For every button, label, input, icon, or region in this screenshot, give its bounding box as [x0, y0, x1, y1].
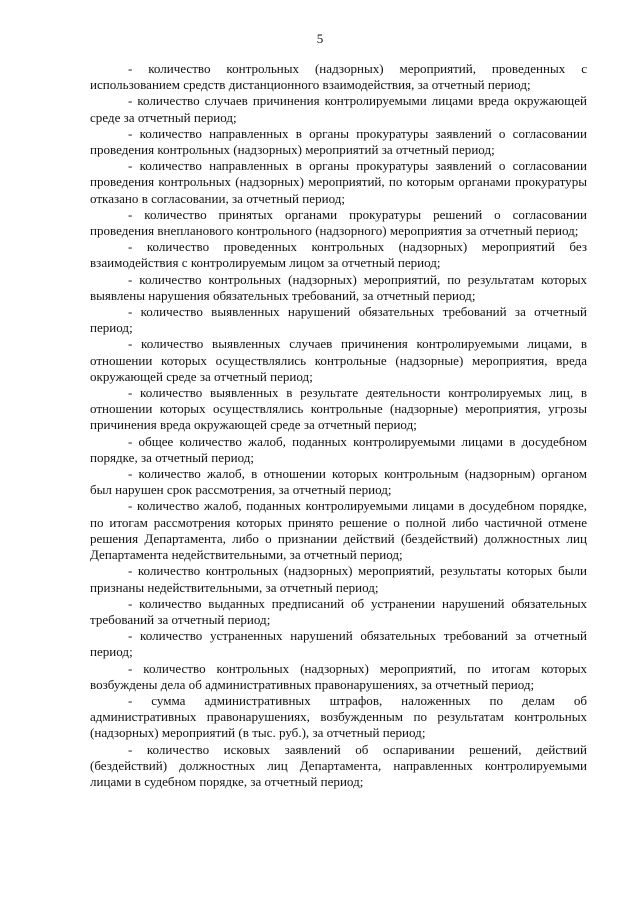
list-item: - количество выявленных нарушений обязательных требований за отчетный период;	[90, 304, 587, 336]
list-item: - количество контрольных (надзорных) мероприятий, проведенных с использованием средств дистанционного взаимодействия, за отчетный период;	[90, 61, 587, 93]
list-item: - количество жалоб, в отношении которых контрольным (надзорным) органом был нарушен срок рассмотрения, за отчетный период;	[90, 466, 587, 498]
list-item: - сумма административных штрафов, наложенных по делам об административных правонарушениях, возбужденным по результатам контрольных (надзорных) мероприятий (в тыс. руб.), за отчетный период;	[90, 692, 587, 741]
list-item: - количество исковых заявлений об оспаривании решений, действий (бездействий) должностных лиц Департамента, направленных контролируемыми лицами в судебном порядке, за отчетный период;	[90, 741, 587, 789]
list-item: - количество контрольных (надзорных) мероприятий, по итогам которых возбуждены дела об административных правонарушениях, за отчетный период;	[90, 660, 587, 692]
page-number: 5	[316, 31, 324, 46]
list-item: - количество контрольных (надзорных) мероприятий, результаты которых были признаны недействительными, за отчетный период;	[90, 563, 587, 595]
list-item: - количество направленных в органы прокуратуры заявлений о согласовании проведения контрольных (надзорных) мероприятий, по которым органами прокуратуры отказано в согласовании, за отчетный период;	[90, 158, 587, 206]
list-item: - количество принятых органами прокуратуры решений о согласовании проведения внепланового контрольного (надзорного) мероприятия за отчетный период;	[90, 206, 587, 239]
list-item: - количество выявленных в результате деятельности контролируемых лиц, в отношении которых осуществлялись контрольные (надзорные) мероприятия, угрозы причинения вреда окружающей среде за отчетный период;	[90, 385, 587, 433]
list-item: - количество проведенных контрольных (надзорных) мероприятий без взаимодействия с контролируемым лицом за отчетный период;	[90, 239, 587, 271]
list-item: - количество выданных предписаний об устранении нарушений обязательных требований за отчетный период;	[90, 595, 587, 627]
document-body	[90, 61, 587, 790]
list-item: - количество устраненных нарушений обязательных требований за отчетный период;	[90, 628, 587, 660]
list-item: - количество случаев причинения контролируемыми лицами вреда окружающей среде за отчетный период;	[90, 93, 587, 125]
list-item: - общее количество жалоб, поданных контролируемыми лицами в досудебном порядке, за отчетный период;	[90, 433, 587, 465]
list-item: - количество жалоб, поданных контролируемыми лицами в досудебном порядке, по итогам рассмотрения которых принято решение о полной либо частичной отмене решения Департамента, либо о признании действий (бездействий) должностных лиц Департамента недействительными, за отчетный период;	[90, 498, 587, 563]
list-item: - количество контрольных (надзорных) мероприятий, по результатам которых выявлены нарушения обязательных требований, за отчетный период;	[90, 271, 587, 303]
list-item: - количество направленных в органы прокуратуры заявлений о согласовании проведения контрольных (надзорных) мероприятий за отчетный период;	[90, 125, 587, 158]
list-item: - количество выявленных случаев причинения контролируемыми лицами, в отношении которых осуществлялись контрольные (надзорные) мероприятия, вреда окружающей среде за отчетный период;	[90, 336, 587, 384]
